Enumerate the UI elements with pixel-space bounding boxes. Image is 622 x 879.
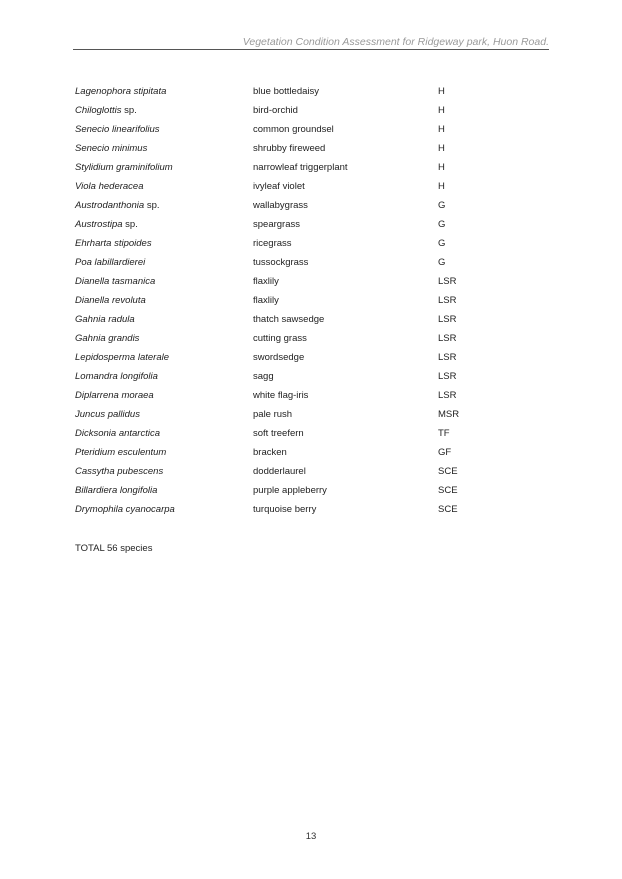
scientific-name xyxy=(75,481,253,500)
scientific-name-text: Senecio minimus xyxy=(75,143,148,154)
table-row xyxy=(75,215,478,234)
common-name: swordsedge xyxy=(253,352,305,363)
lifeform-code: H xyxy=(438,124,445,135)
table-row xyxy=(75,481,478,500)
common-name: pale rush xyxy=(253,409,293,420)
table-row xyxy=(75,177,478,196)
table-row xyxy=(75,386,478,405)
common-name: speargrass xyxy=(253,219,300,230)
table-row xyxy=(75,329,478,348)
table-row xyxy=(75,424,478,443)
scientific-name-text: Cassytha pubescens xyxy=(75,466,164,477)
lifeform-code: H xyxy=(438,105,445,116)
scientific-name xyxy=(75,348,253,367)
scientific-name-text: Drymophila cyanocarpa xyxy=(75,504,175,515)
scientific-name-text: Stylidium graminifolium xyxy=(75,162,173,173)
lifeform-code: G xyxy=(438,238,446,249)
lifeform-code: LSR xyxy=(438,390,457,401)
running-header: Vegetation Condition Assessment for Ridgeway park, Huon Road. xyxy=(242,36,549,48)
species-qualifier: sp. xyxy=(122,219,138,230)
scientific-name xyxy=(75,405,253,424)
lifeform-code: LSR xyxy=(438,333,457,344)
scientific-name xyxy=(75,139,253,158)
species-table xyxy=(75,82,478,519)
scientific-name xyxy=(75,291,253,310)
scientific-name xyxy=(75,367,253,386)
scientific-name xyxy=(75,500,253,519)
scientific-name-text: Chiloglottis xyxy=(75,105,122,116)
scientific-name xyxy=(75,253,253,272)
common-name: flaxlily xyxy=(253,295,279,306)
common-name: thatch sawsedge xyxy=(253,314,325,325)
common-name: bird-orchid xyxy=(253,105,298,116)
table-row xyxy=(75,500,478,519)
lifeform-code: H xyxy=(438,143,445,154)
lifeform-code: GF xyxy=(438,447,452,458)
scientific-name xyxy=(75,443,253,462)
scientific-name-text: Lomandra longifolia xyxy=(75,371,158,382)
table-row xyxy=(75,443,478,462)
scientific-name-text: Austrodanthonia xyxy=(75,200,145,211)
table-row xyxy=(75,101,478,120)
lifeform-code: LSR xyxy=(438,314,457,325)
common-name: shrubby fireweed xyxy=(253,143,326,154)
scientific-name xyxy=(75,158,253,177)
common-name: purple appleberry xyxy=(253,485,327,496)
lifeform-code: H xyxy=(438,162,445,173)
table-row xyxy=(75,196,478,215)
common-name: bracken xyxy=(253,447,287,458)
lifeform-code: G xyxy=(438,219,446,230)
lifeform-code: TF xyxy=(438,428,450,439)
lifeform-code: SCE xyxy=(438,504,458,515)
lifeform-code: LSR xyxy=(438,371,457,382)
table-row xyxy=(75,139,478,158)
common-name: ricegrass xyxy=(253,238,292,249)
scientific-name xyxy=(75,120,253,139)
common-name: dodderlaurel xyxy=(253,466,306,477)
lifeform-code: SCE xyxy=(438,466,458,477)
table-row xyxy=(75,291,478,310)
common-name: turquoise berry xyxy=(253,504,317,515)
common-name: cutting grass xyxy=(253,333,307,344)
common-name: white flag-iris xyxy=(253,390,309,401)
common-name: blue bottledaisy xyxy=(253,86,320,97)
scientific-name xyxy=(75,272,253,291)
scientific-name xyxy=(75,310,253,329)
species-table-body xyxy=(75,82,478,519)
common-name: narrowleaf triggerplant xyxy=(253,162,348,173)
species-qualifier: sp. xyxy=(144,200,160,211)
lifeform-code: G xyxy=(438,257,446,268)
common-name: soft treefern xyxy=(253,428,304,439)
scientific-name-text: Lepidosperma laterale xyxy=(75,352,170,363)
scientific-name-text: Dianella tasmanica xyxy=(75,276,156,287)
lifeform-code: H xyxy=(438,86,445,97)
scientific-name-text: Gahnia radula xyxy=(75,314,135,325)
table-row xyxy=(75,310,478,329)
lifeform-code: LSR xyxy=(438,276,457,287)
scientific-name xyxy=(75,329,253,348)
scientific-name xyxy=(75,462,253,481)
table-row xyxy=(75,462,478,481)
table-row xyxy=(75,120,478,139)
scientific-name-text: Billardiera longifolia xyxy=(75,485,158,496)
common-name: wallabygrass xyxy=(253,200,308,211)
scientific-name-text: Dicksonia antarctica xyxy=(75,428,161,439)
common-name: common groundsel xyxy=(253,124,334,135)
table-row xyxy=(75,158,478,177)
scientific-name xyxy=(75,424,253,443)
common-name: sagg xyxy=(253,371,274,382)
table-row xyxy=(75,253,478,272)
lifeform-code: MSR xyxy=(438,409,460,420)
table-row xyxy=(75,405,478,424)
scientific-name-text: Viola hederacea xyxy=(75,181,144,192)
scientific-name-text: Poa labillardierei xyxy=(75,257,146,268)
lifeform-code: SCE xyxy=(438,485,458,496)
lifeform-code: H xyxy=(438,181,445,192)
table-row xyxy=(75,367,478,386)
scientific-name-text: Ehrharta stipoides xyxy=(75,238,152,249)
scientific-name xyxy=(75,101,253,120)
scientific-name-text: Gahnia grandis xyxy=(75,333,140,344)
scientific-name xyxy=(75,234,253,253)
scientific-name-text: Lagenophora stipitata xyxy=(75,86,167,97)
scientific-name-text: Diplarrena moraea xyxy=(75,390,154,401)
scientific-name xyxy=(75,196,253,215)
scientific-name-text: Juncus pallidus xyxy=(75,409,140,420)
common-name: flaxlily xyxy=(253,276,279,287)
lifeform-code: G xyxy=(438,200,446,211)
scientific-name xyxy=(75,386,253,405)
page-number: 13 xyxy=(305,831,317,842)
table-row xyxy=(75,234,478,253)
lifeform-code: LSR xyxy=(438,352,457,363)
scientific-name xyxy=(75,82,253,101)
table-row xyxy=(75,272,478,291)
table-row xyxy=(75,348,478,367)
table-row xyxy=(75,82,478,101)
scientific-name-text: Senecio linearifolius xyxy=(75,124,160,135)
scientific-name xyxy=(75,177,253,196)
lifeform-code: LSR xyxy=(438,295,457,306)
header-rule xyxy=(73,49,549,50)
species-total: TOTAL 56 species xyxy=(75,543,153,554)
species-qualifier: sp. xyxy=(121,105,137,116)
common-name: ivyleaf violet xyxy=(253,181,305,192)
scientific-name xyxy=(75,215,253,234)
scientific-name-text: Austrostipa xyxy=(75,219,123,230)
scientific-name-text: Pteridium esculentum xyxy=(75,447,167,458)
common-name: tussockgrass xyxy=(253,257,309,268)
scientific-name-text: Dianella revoluta xyxy=(75,295,146,306)
